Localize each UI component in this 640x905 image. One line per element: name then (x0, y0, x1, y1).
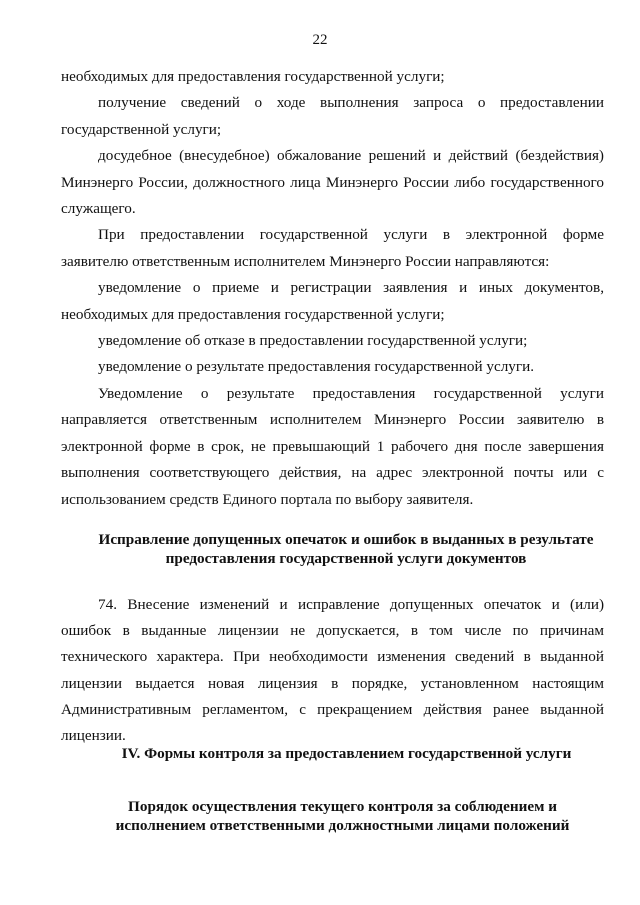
paragraph: При предоставлении государственной услуги в электронной форме заявителю ответственным исполнителем Минэнерго России направляются: (61, 226, 604, 270)
page-number: 22 (312, 32, 328, 48)
paragraph-74 (61, 592, 604, 749)
body-text (61, 64, 604, 513)
paragraph: получение сведений о ходе выполнения запроса о предоставлении государственной услуги; (61, 94, 604, 138)
heading-current-control: Порядок осуществления текущего контроля за соблюдением и исполнением ответственными должностными лицами положений (115, 798, 570, 834)
paragraph: досудебное (внесудебное) обжалование решений и действий (бездействия) Минэнерго России, должностного лица Минэнерго России либо государственного служащего. (61, 147, 604, 218)
paragraph: уведомление о результате предоставления государственной услуги. (98, 358, 535, 376)
paragraph: уведомление об отказе в предоставлении государственной услуги; (98, 332, 528, 350)
paragraph: Уведомление о результате предоставления государственной услуги направляется ответственным исполнителем Минэнерго России заявителю в электронной форме в срок, не превышающий 1 рабочего дня после завершения выполнения соответствующего действия, на адрес электронной почты или с использованием средств Единого портала по выбору заявителя. (61, 384, 604, 508)
section-iv-title: IV. Формы контроля за предоставлением государственной услуги (121, 745, 572, 762)
paragraph: 74. Внесение изменений и исправление допущенных опечаток и (или) ошибок в выданные лицензии не допускается, в том числе по причинам технического характера. При необходимости изменения сведений в выданной лицензии выдается новая лицензия в порядке, установленном настоящим Административным регламентом, с прекращением действия ранее выданной лицензии. (61, 596, 604, 745)
heading-corrections: Исправление допущенных опечаток и ошибок в выданных в результате предоставления государственной услуги документов (98, 531, 594, 567)
paragraph: необходимых для предоставления государственной услуги; (61, 68, 445, 85)
paragraph: уведомление о приеме и регистрации заявления и иных документов, необходимых для предоставления государственной услуги; (61, 279, 604, 323)
